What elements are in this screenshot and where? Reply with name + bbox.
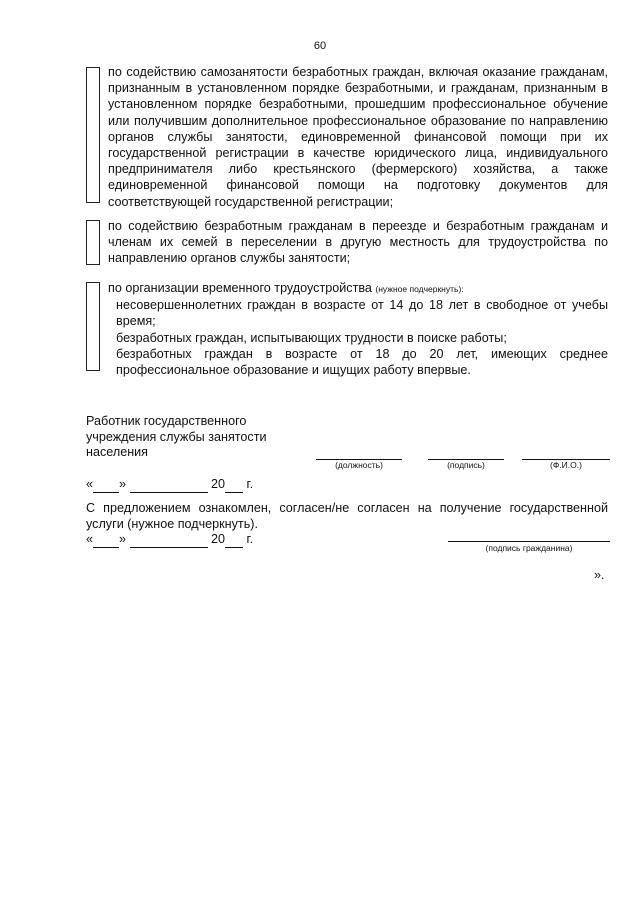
option-subitem[interactable]: безработных граждан в возрасте от 18 до 20 лет, имеющих среднее профессиональное образование и ищущих работу впервые. <box>116 346 608 378</box>
option-checkbox[interactable] <box>86 220 100 265</box>
option-subitem[interactable]: безработных граждан, испытывающих трудности в поиске работы; <box>116 330 507 345</box>
year-blank[interactable] <box>225 476 243 493</box>
page-number: 60 <box>313 40 327 52</box>
option-subitem[interactable]: несовершеннолетних граждан в возрасте от 14 до 18 лет в свободное от учебы время; <box>116 298 608 329</box>
citizen-signature-line[interactable] <box>448 541 610 542</box>
service-option-temporary-employment <box>86 280 608 378</box>
citizen-date-row: « » 20 г. <box>86 532 254 546</box>
acknowledgement-text: С предложением ознакомлен, согласен/не согласен на получение государственной услуги (нужное подчеркнуть). <box>86 501 608 532</box>
day-blank[interactable] <box>93 476 119 493</box>
option-checkbox[interactable] <box>86 282 100 371</box>
citizen-signature-caption: (подпись гражданина) <box>485 543 573 553</box>
day-blank[interactable] <box>93 531 119 548</box>
service-option-self-employment <box>86 64 608 209</box>
option-text: по содействию самозанятости безработных граждан, включая оказание гражданам, признанным в установленном порядке безработными, и гражданам, признанным в установленном порядке безработными, прошедшим профессиональное обучение или получившим дополнительное профессиональное образование по направлению органов службы занятости, единовременной финансовой помощи при их государственной регистрации в качестве юридического лица, индивидуального предпринимателя либо крестьянского (фермерского) хозяйства, а также единовременной финансовой помощи на подготовку документов для соответствующей государственной регистрации; <box>108 65 608 209</box>
employee-label: Работник государственного учреждения службы занятости населения <box>86 414 267 460</box>
signature-caption: (подпись) <box>447 460 485 470</box>
month-blank[interactable] <box>130 531 208 548</box>
option-checkbox[interactable] <box>86 67 100 203</box>
option-text: по содействию безработным гражданам в переезде и безработным гражданам и членам их семей в переселении в другую местность для трудоустройства по направлению органов службы занятости; <box>108 219 608 266</box>
service-option-relocation <box>86 218 608 266</box>
option-note: (нужное подчеркнуть): <box>375 284 464 294</box>
position-caption: (должность) <box>335 460 383 470</box>
option-text <box>108 280 608 378</box>
month-blank[interactable] <box>130 476 208 493</box>
year-blank[interactable] <box>225 531 243 548</box>
closing-quote-mark: ». <box>594 568 605 582</box>
option-title: по организации временного трудоустройства <box>108 281 372 295</box>
employee-date-row: « » 20 г. <box>86 477 254 491</box>
full-name-caption: (Ф.И.О.) <box>550 460 582 470</box>
